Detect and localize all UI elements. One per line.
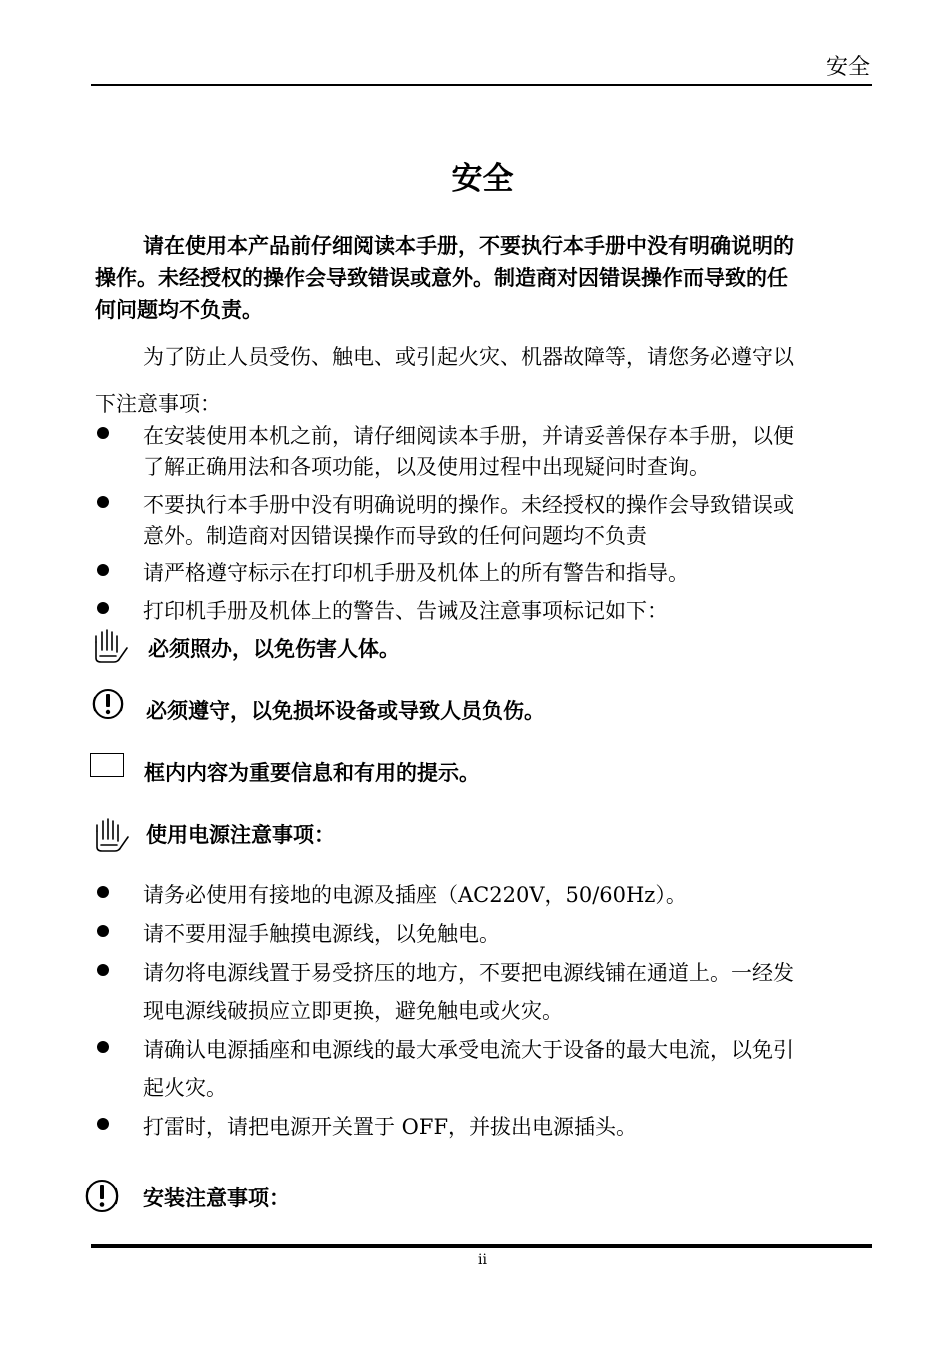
- running-header: 安全: [825, 55, 870, 80]
- box-symbol-text: 框内内容为重要信息和有用的提示。: [144, 761, 480, 785]
- bullet-dot: [97, 602, 109, 614]
- bullet-dot: [97, 496, 109, 508]
- note-box-icon: [90, 753, 124, 777]
- install-heading: 安装注意事项：: [143, 1186, 290, 1210]
- bullet-4-line-1: 打印机手册及机体上的警告、告诫及注意事项标记如下：: [143, 599, 668, 623]
- power-item-4-line-1: 请确认电源插座和电源线的最大承受电流大于设备的最大电流，以免引: [143, 1038, 794, 1062]
- power-item-5: 打雷时，请把电源开关置于 OFF，并拔出电源插头。: [143, 1115, 638, 1139]
- power-item-2: 请不要用湿手触摸电源线，以免触电。: [143, 922, 500, 946]
- bullet-dot: [97, 925, 109, 937]
- power-item-4-line-2: 起火灾。: [143, 1076, 227, 1100]
- bullet-dot: [97, 1041, 109, 1053]
- power-item-3-line-1: 请勿将电源线置于易受挤压的地方，不要把电源线铺在通道上。一经发: [143, 961, 794, 985]
- warning-circle-icon: [90, 688, 126, 720]
- bullet-dot: [97, 886, 109, 898]
- power-heading: 使用电源注意事项：: [146, 823, 335, 847]
- intro-line-2: 操作。未经授权的操作会导致错误或意外。制造商对因错误操作而导致的任: [95, 266, 788, 290]
- power-item-1: 请务必使用有接地的电源及插座（AC220V，50/60Hz）。: [143, 883, 687, 907]
- header-rule: [91, 84, 872, 86]
- page-number: ii: [478, 1252, 487, 1268]
- hand-icon: [92, 628, 130, 664]
- bullet-1-line-2: 了解正确用法和各项功能，以及使用过程中出现疑问时查询。: [143, 455, 710, 479]
- bullet-2-line-1: 不要执行本手册中没有明确说明的操作。未经授权的操作会导致错误或: [143, 493, 794, 517]
- power-item-3-line-2: 现电源线破损应立即更换，避免触电或火灾。: [143, 999, 563, 1023]
- footer-rule: [91, 1244, 872, 1248]
- page-title: 安全: [451, 161, 514, 197]
- hand-icon: [93, 817, 131, 853]
- bullet-dot: [97, 1118, 109, 1130]
- warning-circle-icon: [82, 1178, 122, 1214]
- intro-line-3: 何问题均不负责。: [95, 298, 263, 322]
- bullet-3-line-1: 请严格遵守标示在打印机手册及机体上的所有警告和指导。: [143, 561, 689, 585]
- prevent-line-2: 下注意事项：: [95, 392, 221, 416]
- bullet-2-line-2: 意外。制造商对因错误操作而导致的任何问题均不负责: [143, 524, 647, 548]
- intro-line-1: 请在使用本产品前仔细阅读本手册，不要执行本手册中没有明确说明的: [143, 234, 794, 258]
- bullet-1-line-1: 在安装使用本机之前，请仔细阅读本手册，并请妥善保存本手册，以便: [143, 424, 794, 448]
- warning-symbol-text: 必须遵守，以免损坏设备或导致人员负伤。: [146, 699, 545, 723]
- bullet-dot: [97, 564, 109, 576]
- hand-symbol-text: 必须照办，以免伤害人体。: [148, 637, 400, 661]
- bullet-dot: [97, 964, 109, 976]
- bullet-dot: [97, 427, 109, 439]
- prevent-line-1: 为了防止人员受伤、触电、或引起火灾、机器故障等，请您务必遵守以: [143, 345, 794, 369]
